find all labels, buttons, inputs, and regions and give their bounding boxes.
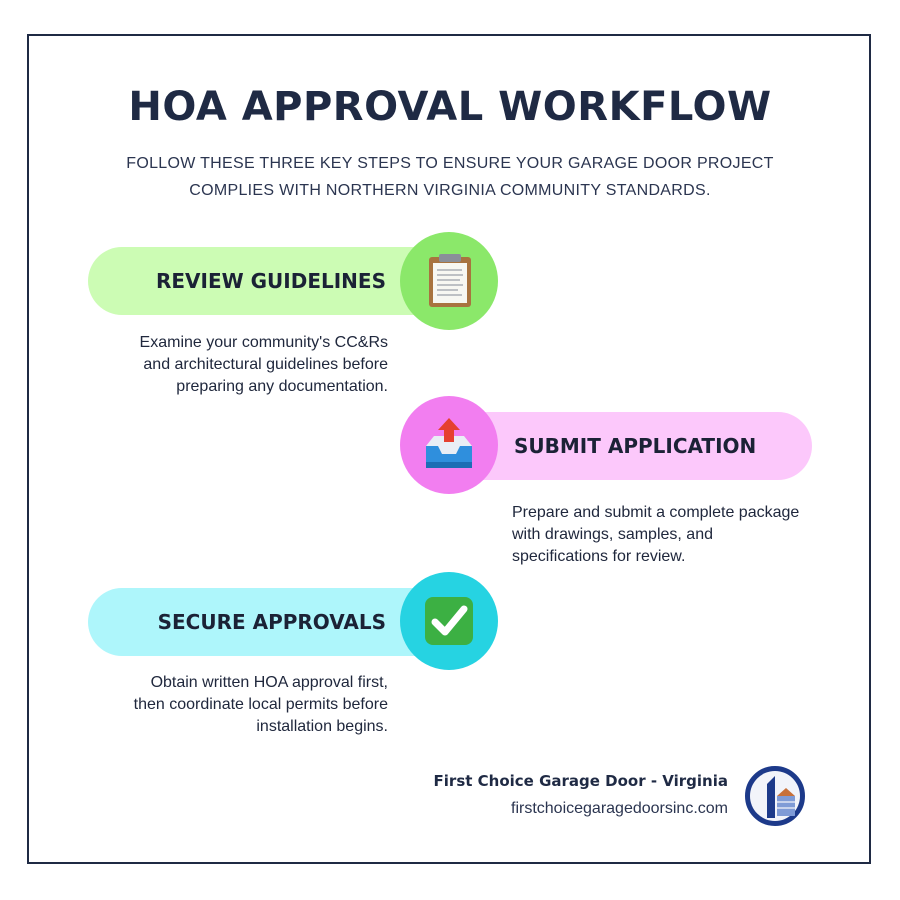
clipboard-icon [400, 232, 498, 330]
page-title: HOA APPROVAL WORKFLOW [128, 84, 772, 130]
footer-website-link[interactable]: firstchoicegaragedoorsinc.com [511, 800, 728, 817]
page-subtitle: FOLLOW THESE THREE KEY STEPS TO ENSURE YOUR GARAGE DOOR PROJECT COMPLIES WITH NORTHERN VIRGINIA COMMUNITY STANDARDS. [126, 155, 774, 199]
step-1-description: Examine your community's CC&Rs and architectural guidelines before preparing any documentation. [139, 334, 388, 395]
step-1-label: REVIEW GUIDELINES [155, 269, 386, 293]
step-2-description: Prepare and submit a complete package with drawings, samples, and specifications for review. [512, 504, 800, 565]
footer-company-name: First Choice Garage Door - Virginia [433, 772, 728, 790]
outbox-tray-icon [400, 396, 498, 494]
check-mark-icon [400, 572, 498, 670]
step-1-circle [400, 232, 498, 330]
step-3-description: Obtain written HOA approval first, then coordinate local permits before installation begins. [133, 674, 388, 735]
step-2-circle [400, 396, 498, 494]
step-2-label: SUBMIT APPLICATION [514, 434, 757, 458]
company-logo [745, 766, 805, 826]
step-3-circle [400, 572, 498, 670]
step-3-label: SECURE APPROVALS [157, 610, 386, 634]
